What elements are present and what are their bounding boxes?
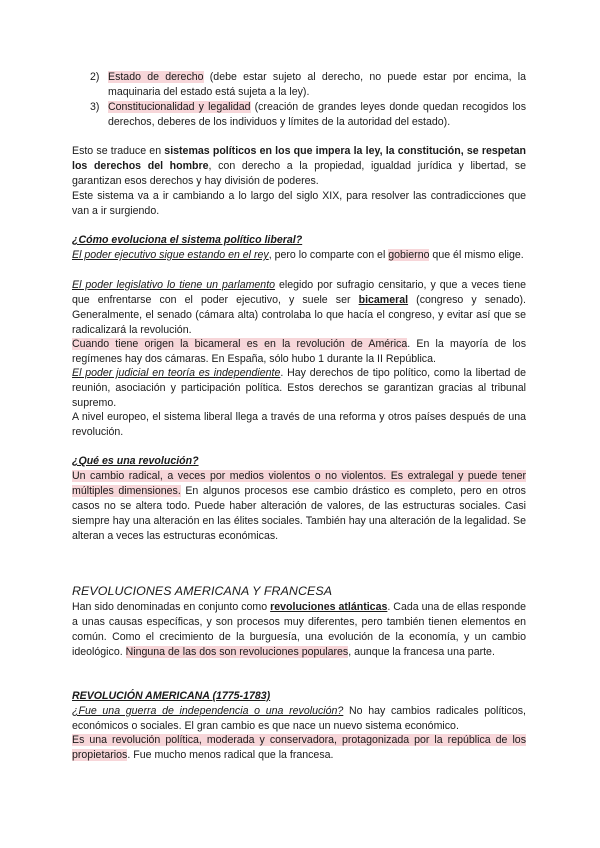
paragraph-bicameral [72,337,526,367]
text-run: . Cada una de ellas responde a unas causas específicas, y son procesos muy diferentes, pero también tienen elementos en común. Como el crecimiento de la burguesía, una evolución de la economía, y un cambio ideológico. [72,601,526,658]
list-text: (debe estar sujeto al derecho, no puede estar por encima, la maquinaria del estado está sujeta a la ley). [108,71,526,98]
text-run: No hay cambios radicales políticos, económicos o sociales. El gran cambio es que nace un nuevo sistema económico. [72,705,527,732]
heading-revolucion: ¿Qué es una revolución? [72,455,199,467]
highlight-text: Es una revolución política, moderada y conservadora, protagonizada por la república de los propietarios [72,734,526,761]
italic-underline-text: El poder ejecutivo sigue estando en el rey [72,249,269,261]
paragraph-revolucion [72,469,526,544]
bold-underline-text: revoluciones atlánticas [270,601,388,613]
heading-evoluciona: ¿Cómo evoluciona el sistema político liberal? [72,234,303,246]
text-run: elegido por sufragio censitario, y que a veces tiene que enfrentarse con el poder ejecutivo, y suele ser [72,279,526,306]
text-run: . Fue mucho menos radical que la francesa. [127,749,334,761]
text-run: En algunos procesos ese cambio drástico es completo, pero en otros casos no se altera todo. Puede haber alteración de valores, de las estructuras sociales. Casi siempre hay una alteración en las élites sociales. También hay una alteración de la legalidad. Se alteran a veces las estructuras económicas. [72,485,526,542]
list-item-constitucionalidad [90,100,526,130]
bold-text: sistemas políticos en los que impera la ley, la constitución, se respetan los derechos del hombre [72,145,527,172]
text-run: Esto se traduce en [72,145,165,157]
highlight-text: Ninguna de las dos son revoluciones populares [125,646,349,658]
list-number: 3) [90,101,100,113]
highlight-text: Un cambio radical, a veces por medios violentos o no violentos. Es extralegal y puede tener múltiples dimensiones. [72,470,526,497]
paragraph-judicial [72,366,526,411]
highlight-term: Estado de derecho [108,71,204,83]
paragraph-atlanticas [72,600,526,660]
paragraph-europeo: A nivel europeo, el sistema liberal llega a través de una reforma y otros países después de una revolución. [72,411,526,438]
list-item-estado-derecho [90,70,526,100]
paragraph-siglo: Este sistema va a ir cambiando a lo largo del siglo XIX, para resolver las contradicciones que van a ir surgiendo. [72,190,526,217]
highlight-term: Constitucionalidad y legalidad [108,101,251,113]
paragraph-guerra [72,704,526,734]
text-run: . En la mayoría de los regímenes hay dos cámaras. En España, sólo hubo 1 durante la II República. [72,338,526,365]
section-title: REVOLUCIONES AMERICANA Y FRANCESA [72,584,333,598]
heading-revolucion-americana: REVOLUCIÓN AMERICANA (1775-1783) [72,690,271,702]
text-run: . Hay derechos de tipo político, como la libertad de reunión, asociación y participación política. Estos derechos se garantizan gracias al tribunal supremo. [72,367,526,409]
bold-underline-text: bicameral [358,294,409,306]
list-number: 2) [90,71,100,83]
italic-underline-text: ¿Fue una guerra de independencia o una revolución? [72,705,344,717]
list-text: (creación de grandes leyes donde quedan recogidos los derechos, deberes de los individuos y límites de la autoridad del estado). [108,101,526,128]
italic-underline-text: El poder legislativo lo tiene un parlamento [72,279,276,291]
highlight-text: gobierno [388,249,430,261]
paragraph-sistemas [72,144,526,189]
italic-underline-text: El poder judicial en teoría es independiente [72,367,281,379]
paragraph-politica [72,733,526,763]
text-run: , aunque la francesa una parte. [348,646,495,658]
text-run: que él mismo elige. [429,249,524,261]
text-run: Han sido denominadas en conjunto como [72,601,271,613]
highlight-text: Cuando tiene origen la bicameral es en la revolución de América [72,338,408,350]
paragraph-legislativo [72,278,526,338]
text-run: , pero lo comparte con el [268,249,389,261]
paragraph-ejecutivo [72,248,526,263]
text-run: , con derecho a la propiedad, igualdad jurídica y libertad, se garantizan esos derechos y hay división de poderes. [72,160,526,187]
text-run: (congreso y senado). Generalmente, el senado (cámara alta) controlaba lo que hacía el congreso, y evitar así que se radicalizará la revolución. [72,294,526,336]
